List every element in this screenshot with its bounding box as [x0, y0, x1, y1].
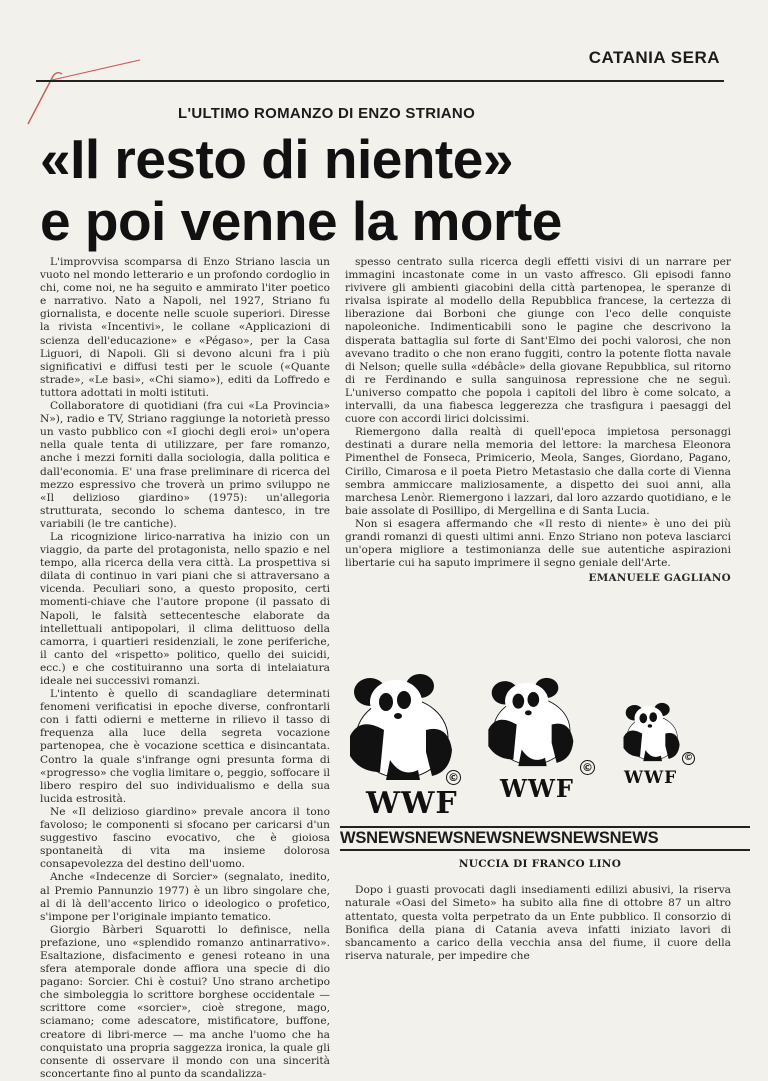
pen-mark-icon	[22, 58, 142, 128]
panda-icon	[340, 672, 460, 782]
headline-line-1: «Il resto di niente»	[40, 128, 513, 190]
paragraph: La ricognizione lirico-narrativa ha inizio con un viaggio, da parte del protagonista, nello spazio e nel tempo, alla ricerca della vera città. La prospettiva si dilata di continuo in vari piani che si attraversano a vicenda. Peculiari sono, a questo proposito, certi momenti-chiave che l'autore propone (il passato di Napoli, le falsità settecentesche elaborate da intellettuali antipopolari, il clima delittuoso della camorra, i quartieri residenziali, le zone periferiche, il canto del «rispetto» politico, quello dei suicidi, ecc.) e che costituiranno una sorta di intelaiatura ideale nei successivi romanzi.	[40, 530, 330, 687]
headline-line-2: e poi venne la morte	[40, 190, 562, 252]
article-right-column	[345, 256, 731, 585]
paragraph: L'improvvisa scomparsa di Enzo Striano lascia un vuoto nel mondo letterario e un profondo cordoglio in chi, come noi, ne ha seguito e ammirato l'iter poetico e narrativo. Nato a Napoli, nel 1927, Striano fu giornalista, e docente nelle scuole superiori. Diresse la rivista «Incentivi», le collane «Applicazioni di scienza dell'educazione» e «Pégaso», per la Casa Liguori, di Napoli. Gli si devono alcuni fra i più significativi e diffusi testi per le scuole («Quante strade», «Le basi», «Chi siamo»), editi da Loffredo e tuttora adottati in molti istituti.	[40, 256, 330, 399]
wwf-logo-large	[340, 672, 490, 822]
panda-icon	[480, 674, 580, 770]
wwf-label: WWF	[366, 786, 458, 821]
paragraph: spesso centrato sulla ricerca degli effetti visivi di un narrare per immagini incastonate come in un vasto affresco. Gli episodi fanno rivivere gli ambienti giacobini della città partenopea, le speranze di rivalsa ispirate al modello della Repubblica francese, la certezza di liberazione dai Borboni che giunge con l'eco delle conquiste napoleoniche. Indimenticabili sono le pagine che descrivono la disperata battaglia sul forte di Sant'Elmo dei pochi valorosi, che non avevano tradito o che non erano fuggiti, contro la potente flotta navale di Nelson; quelle sulla «débâcle» della giovane Repubblica, sul ritorno di re Ferdinando e sulla sanguinosa repressione che ne seguì. L'universo compatto che popola i capitoli del libro è come solcato, a intervalli, da una fiabesca leggerezza che trasfigura i paesaggi del cuore con accordi lirici dolcissimi.	[345, 256, 731, 426]
wwf-label: WWF	[624, 768, 678, 788]
wwf-label: WWF	[500, 774, 574, 803]
paragraph: Ne «Il delizioso giardino» prevale ancora il tono favoloso; le componenti si sfocano per caricarsi d'un suggestivo fascino evocativo, che è gioiosa spontaneità di vita ma insieme dolorosa consapevolezza del destino dell'uomo.	[40, 805, 330, 871]
newspaper-name: CATANIA SERA	[588, 48, 720, 67]
second-article-byline: NUCCIA DI FRANCO LINO	[458, 858, 622, 870]
article-kicker: L'ULTIMO ROMANZO DI ENZO STRIANO	[178, 105, 476, 122]
wwf-logos	[340, 672, 740, 822]
copyright-mark: ©	[448, 771, 459, 784]
paragraph: Riemergono dalla realtà di quell'epoca impietosa personaggi destinati a durare nella memoria del lettore: la marchesa Eleonora Pimenthel de Fonseca, Primicerio, Meola, Sanges, Giordano, Pagano, Cirillo, Cimarosa e il poeta Pietro Metastasio che dalla corte di Vienna sembra ammiccare maliziosamente, a dispetto dei suoi anni, alla marchesa Lenòr. Riemergono i lazzari, dal loro azzardo quotidiano, e le baie assolate di Posillipo, di Mergellina e di Santa Lucia.	[345, 426, 731, 517]
copyright-mark: ©	[582, 761, 593, 774]
wwf-logo-medium	[480, 674, 610, 814]
header-rule	[36, 80, 724, 82]
paragraph: Dopo i guasti provocati dagli insediamenti edilizi abusivi, la riserva naturale «Oasi del Simeto» ha subito alla fine di ottobre 87 un altro attentato, questa volta perpetrato da un Ente pubblico. Il consorzio di Bonifica della piana di Catania aveva infatti iniziato lavori di sbancamento a carico della vecchia ansa del fiume, il cuore della riserva naturale, per impedire che	[345, 884, 731, 963]
article-left-column	[40, 256, 330, 1081]
paragraph: L'intento è quello di scandagliare determinati fenomeni verificatisi in epoche diverse, confrontarli con i fatti odierni e metterne in rilievo il tasso di frequenza alla luce della segreta vocazione partenopea, che è vocazione scettica e disincantata. Contro la quale s'infrange ogni presunta forma di «progresso» che voglia limitare o, peggio, soffocare il libero respiro del suo individualismo e della sua lucida estrosità.	[40, 688, 330, 805]
article-headline	[40, 128, 740, 252]
panda-icon	[618, 700, 684, 764]
copyright-mark: ©	[684, 753, 693, 763]
news-ticker-banner: WSNEWSNEWSNEWSNEWSNEWSNEWS	[340, 826, 750, 851]
second-article-body	[345, 884, 731, 964]
paragraph: Non si esagera affermando che «Il resto di niente» è uno dei più grandi romanzi di questi ultimi anni. Enzo Striano non poteva lasciarci un'opera migliore a testimonianza delle sue autentiche aspirazioni libertarie cui ha saputo imprimere il segno geniale dell'Arte.	[345, 517, 731, 570]
paragraph: Anche «Indecenze di Sorcier» (segnalato, inedito, al Premio Pannunzio 1977) è un libro singolare che, al di là dell'accento lirico o ideologico o profetico, s'impone per l'originale impianto tematico.	[40, 871, 330, 923]
paragraph: Collaboratore di quotidiani (fra cui «La Provincia» N»), radio e TV, Striano raggiunge la notorietà presso un vasto pubblico con «I giochi degli eroi» un'opera nella quale tenta di utilizzare, per fare romanzo, anche i mezzi forniti dalla sociologia, dalla politica e dall'economia. E' una frase preliminare di ricerca del mezzo espressivo che troverà un primo sviluppo ne «Il delizioso giardino» (1975): un'allegoria strutturata, secondo lo schema dantesco, in tre variabili (le tre cantiche).	[40, 400, 330, 530]
wwf-logo-small	[618, 700, 728, 810]
paragraph: Giorgio Bàrberi Squarotti lo definisce, nella prefazione, uno «splendido romanzo antinarrativo». Esaltazione, disfacimento e genesi roteano in una sfera atemporale donde affiora una specie di dio pagano: Sorcier. Chi è costui? Uno strano archetipo che simboleggia lo scrittore borghese occidentale — scrittore come «sorcier», cioè stregone, mago, sciamano; come adescatore, mistificatore, buffone, creatore di libri-merce — ma anche l'uomo che ha conquistato una propria saggezza ironica, la quale gli consente di osservare il mondo con una sincerità sconcertante fino al punto da scandalizza-	[40, 923, 330, 1080]
article-byline: EMANUELE GAGLIANO	[588, 572, 731, 585]
